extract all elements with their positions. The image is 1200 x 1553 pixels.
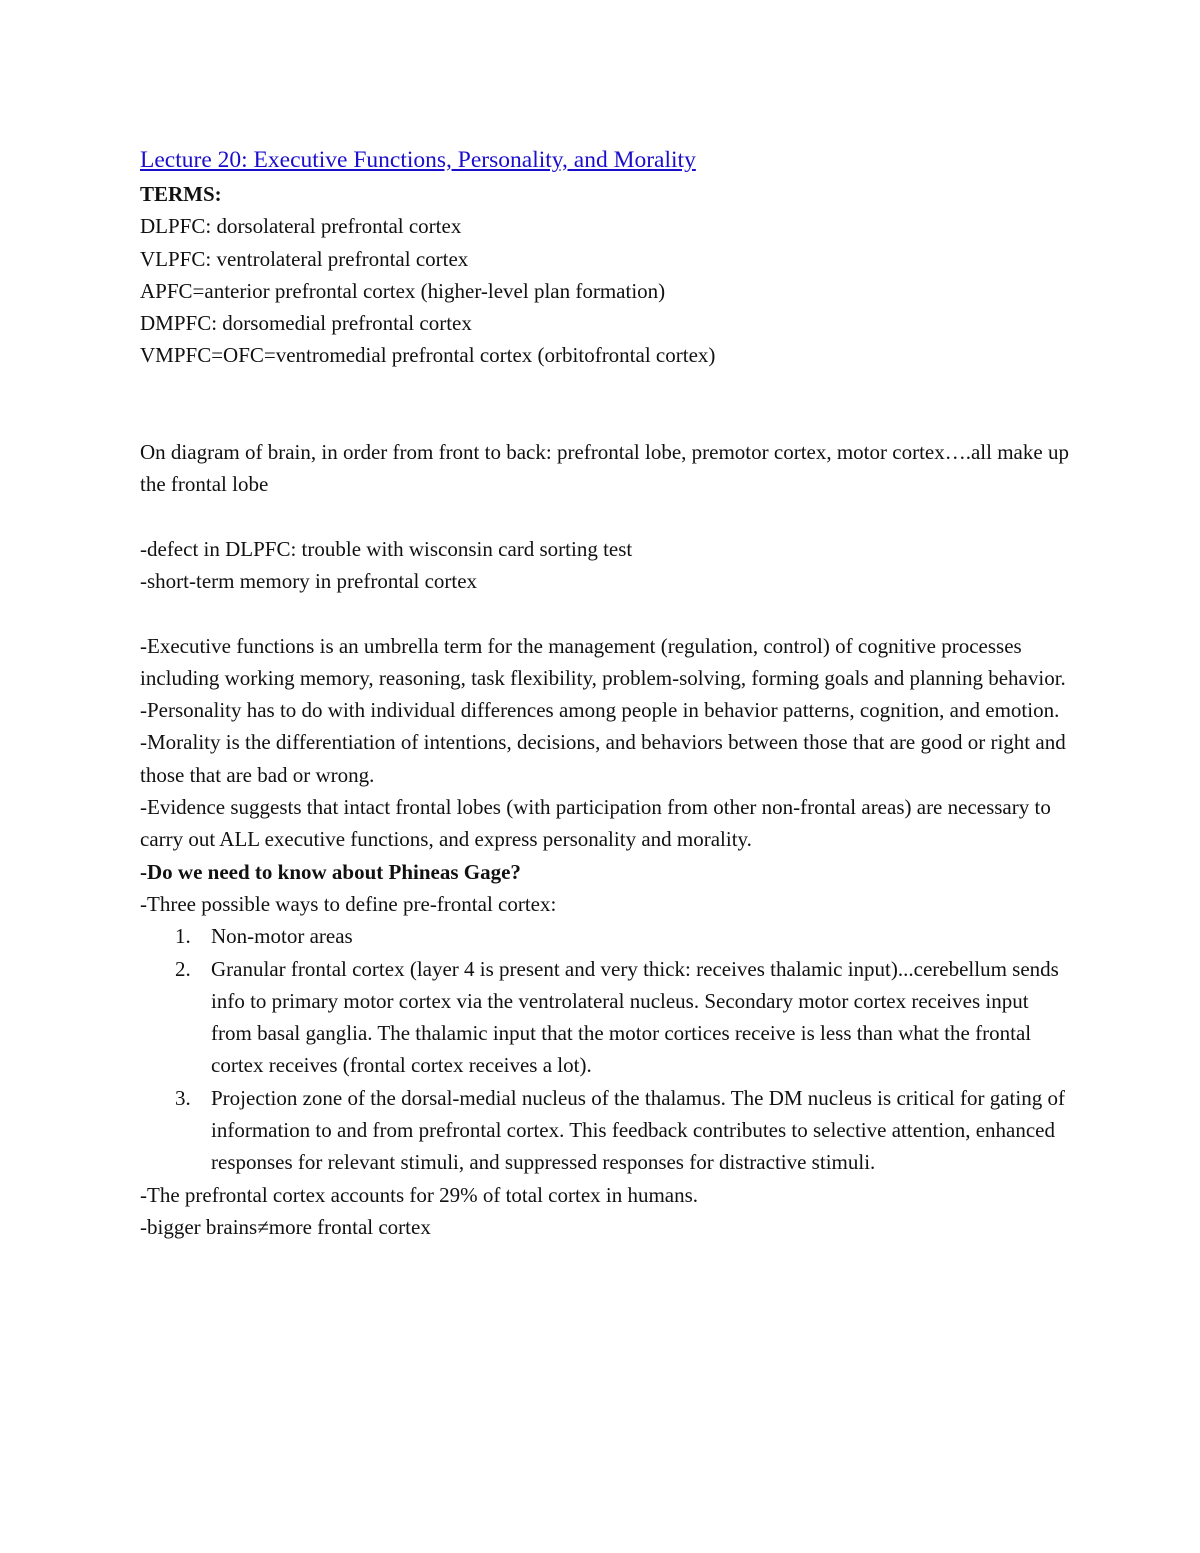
term-dmpfc: DMPFC: dorsomedial prefrontal cortex <box>140 311 472 336</box>
term-vmpfc: VMPFC=OFC=ventromedial prefrontal cortex (orbitofrontal cortex) <box>140 343 716 368</box>
term-vlpfc: VLPFC: ventrolateral prefrontal cortex <box>140 246 469 271</box>
list-number: 1. <box>175 924 191 949</box>
list-item <box>140 1082 1070 1179</box>
ways-intro: -Three possible ways to define pre-frontal cortex: <box>140 891 557 916</box>
term-dlpfc: DLPFC: dorsolateral prefrontal cortex <box>140 214 462 239</box>
list-item <box>140 920 1070 952</box>
term-apfc: APFC=anterior prefrontal cortex (higher-level plan formation) <box>140 278 666 303</box>
spacer <box>140 372 1070 436</box>
spacer <box>140 597 1070 629</box>
note-dlpfc-defect: -defect in DLPFC: trouble with wisconsin card sorting test <box>140 536 633 561</box>
document-page <box>140 142 1070 1243</box>
paragraph-morality: -Morality is the differentiation of intentions, decisions, and behaviors between those that are good or right and those that are bad or wrong. <box>140 730 1066 787</box>
paragraph-personality: -Personality has to do with individual differences among people in behavior patterns, cognition, and emotion. <box>140 698 1060 723</box>
terms-heading: TERMS: <box>140 182 222 206</box>
closing-bigger-brains: -bigger brains≠more frontal cortex <box>140 1214 431 1239</box>
question-phineas-gage: -Do we need to know about Phineas Gage? <box>140 859 521 884</box>
list-item-text: Granular frontal cortex (layer 4 is present and very thick: receives thalamic input)...cerebellum sends info to primary motor cortex via the ventrolateral nucleus. Secondary motor cortex receives input from basal ganglia. The thalamic input that the motor cortices receive is less than what the frontal cortex receives (frontal cortex receives a lot). <box>211 956 1059 1078</box>
list-item <box>140 953 1070 1082</box>
note-short-term-memory: -short-term memory in prefrontal cortex <box>140 568 478 593</box>
list-number: 3. <box>175 1085 191 1110</box>
paragraph-evidence: -Evidence suggests that intact frontal lobes (with participation from other non-frontal areas) are necessary to carry out ALL executive functions, and express personality and morality. <box>140 795 1051 852</box>
diagram-note: On diagram of brain, in order from front to back: prefrontal lobe, premotor cortex, motor cortex….all make up the frontal lobe <box>140 439 1069 497</box>
closing-percentage: -The prefrontal cortex accounts for 29% of total cortex in humans. <box>140 1182 699 1207</box>
list-item-text: Projection zone of the dorsal-medial nucleus of the thalamus. The DM nucleus is critical for gating of information to and from prefrontal cortex. This feedback contributes to selective attention, enhanced responses for relevant stimuli, and suppressed responses for distractive stimuli. <box>211 1085 1065 1175</box>
paragraph-executive-functions: -Executive functions is an umbrella term for the management (regulation, control) of cognitive processes including working memory, reasoning, task flexibility, problem-solving, forming goals and planning behavior. <box>140 633 1066 690</box>
spacer <box>140 500 1070 532</box>
ways-list <box>140 920 1070 1178</box>
list-item-text: Non-motor areas <box>211 924 353 949</box>
list-number: 2. <box>175 956 191 981</box>
lecture-title-link[interactable]: Lecture 20: Executive Functions, Personality, and Morality <box>140 147 696 173</box>
